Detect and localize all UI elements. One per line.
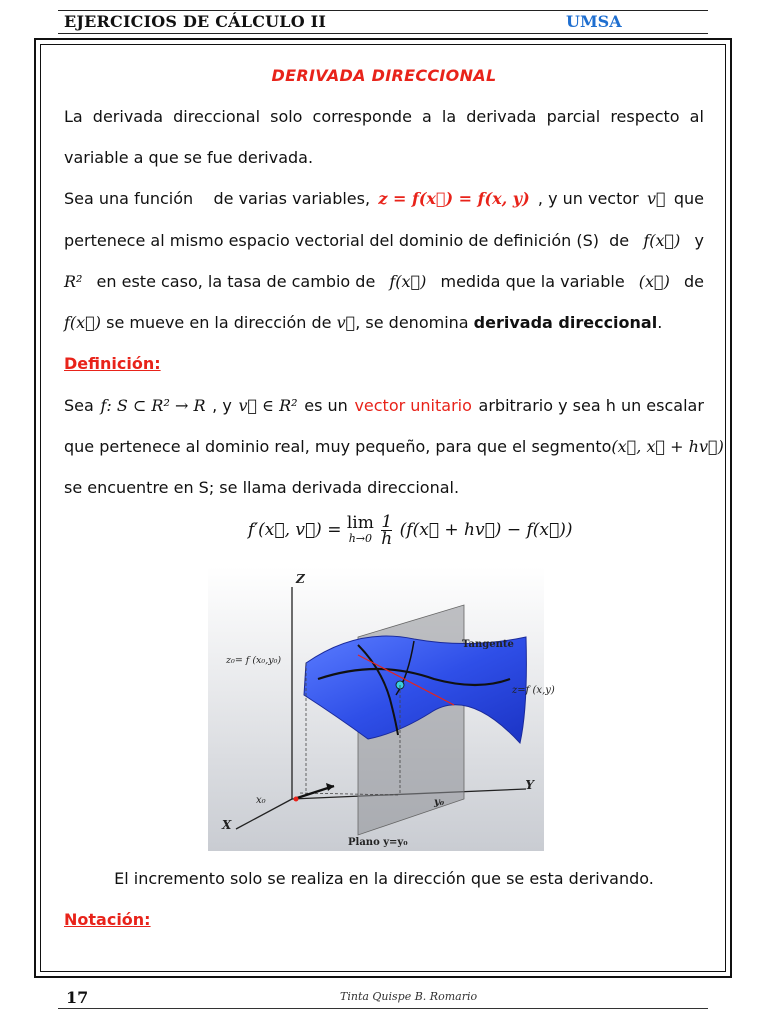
key-term: derivada direccional bbox=[473, 313, 658, 332]
directional-derivative-figure bbox=[208, 567, 555, 851]
intro-line-5: R² en este caso, la tasa de cambio de f(x⃗) medida que la variable (x⃗) de bbox=[64, 272, 704, 291]
function-equation: z = f(x⃗) = f(x, y) bbox=[378, 189, 530, 208]
page-header bbox=[58, 10, 708, 34]
notation-heading: Notación: bbox=[64, 910, 151, 929]
directional-derivative-formula: f′(x⃗, v⃗) = lim h→0 $\frac{1}{h}$ (f(x⃗ + hv⃗) − f(x⃗)) bbox=[248, 512, 573, 549]
section-title: DERIVADA DIRECCIONAL bbox=[271, 66, 497, 85]
author-name: Tinta Quispe B. Romario bbox=[340, 990, 478, 1003]
figure-caption: El incremento solo se realiza en la dirección que se esta derivando. bbox=[114, 869, 654, 888]
tangent-label: Tangente bbox=[462, 639, 514, 650]
z0-label: z₀= f (x₀,y₀) bbox=[226, 655, 282, 666]
y-label: Y bbox=[525, 778, 534, 792]
intro-line-6: f(x⃗) se mueve en la dirección de v⃗, se denomina derivada direccional. bbox=[64, 313, 663, 332]
unit-vector-term: vector unitario bbox=[354, 396, 472, 415]
definition-line-1: Sea f: S ⊂ R² → R , y v⃗ ∈ R² es un vector unitario arbitrario y sea h un escalar bbox=[64, 396, 704, 415]
definition-line-3: se encuentre en S; se llama derivada direccional. bbox=[64, 478, 460, 497]
intro-line-2: variable a que se fue derivada. bbox=[64, 148, 314, 167]
footer-rule bbox=[58, 1008, 708, 1009]
definition-line-2: que pertenece al dominio real, muy pequeño, para que el segmento (x⃗, x⃗ + hv⃗) bbox=[64, 437, 724, 456]
university-name: UMSA bbox=[566, 12, 622, 31]
intro-line-4: pertenece al mismo espacio vectorial del dominio de definición (S) de f(x⃗) y bbox=[64, 231, 704, 250]
plane-label: Plano y=y₀ bbox=[348, 837, 408, 848]
z-label: Z bbox=[296, 572, 305, 586]
surface-label: z=f (x,y) bbox=[512, 685, 555, 696]
intro-line-3: Sea una función de varias variables, z = f(x⃗) = f(x, y) , y un vector v⃗ que bbox=[64, 189, 704, 208]
x0-label: x₀ bbox=[256, 795, 266, 806]
page-number: 17 bbox=[66, 988, 89, 1007]
x-label: X bbox=[222, 818, 232, 832]
definition-heading: Definición: bbox=[64, 354, 161, 373]
y0-label: y₀ bbox=[434, 797, 445, 808]
intro-line-1: La derivada direccional solo corresponde a la derivada parcial respecto al bbox=[64, 107, 704, 126]
course-title: EJERCICIOS DE CÁLCULO II bbox=[64, 12, 327, 31]
